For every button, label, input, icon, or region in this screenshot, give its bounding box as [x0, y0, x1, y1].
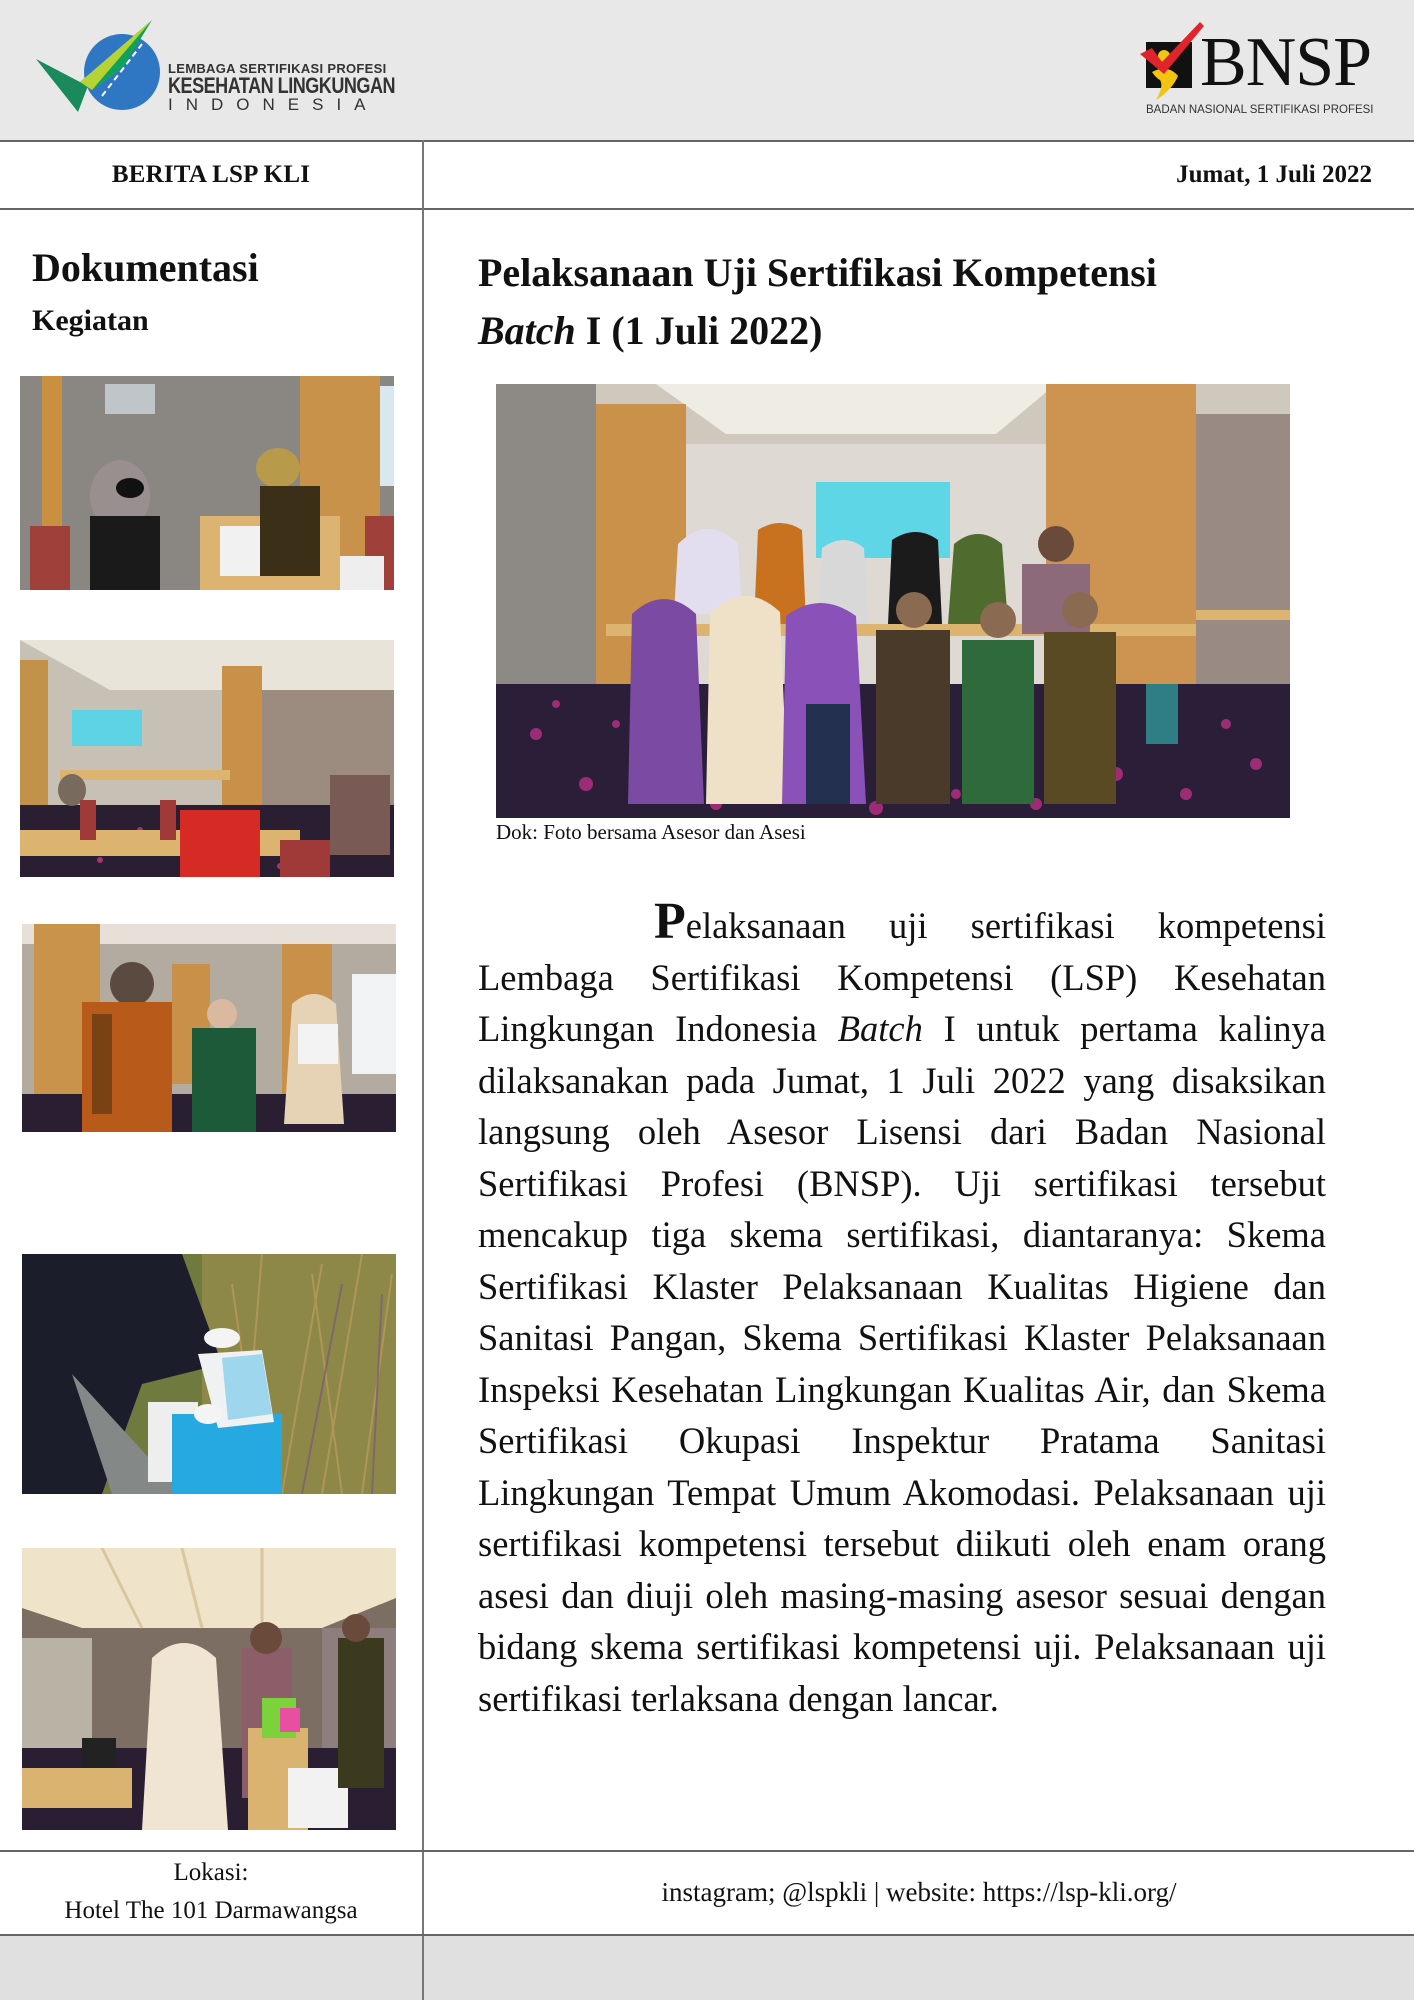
header-band	[0, 0, 1414, 142]
article-body-part-1: elaksanaan uji sertifikasi kompetensi Lembaga Sertifikasi Kompetensi (LSP) Kesehatan Lingkungan Indonesia	[478, 905, 1326, 1049]
bnsp-wordmark: BNSP	[1200, 24, 1372, 101]
contact-info: instagram; @lspkli | website: https://lsp-kli.org/	[661, 1876, 1177, 1907]
drop-cap: P	[654, 893, 686, 950]
logo-line-3: INDONESIA	[168, 95, 379, 114]
side-photo-1	[20, 376, 394, 590]
article-body-part-2: I untuk pertama kalinya dilaksanakan pada Jumat, 1 Juli 2022 yang disaksikan langsung oleh Asesor Lisensi dari Badan Nasional Sertifikasi Profesi (BNSP). Uji sertifikasi tersebut mencakup tiga skema sertifikasi, diantaranya: Skema Sertifikasi Klaster Pelaksanaan Kualitas Higiene dan Sanitasi Pangan, Skema Sertifikasi Klaster Pelaksanaan Inspeksi Kesehatan Lingkungan Kualitas Air, dan Skema Sertifikasi Okupasi Inspektur Pratama Sanitasi Lingkungan Tempat Umum Akomodasi. Pelaksanaan uji sertifikasi kompetensi tersebut diikuti oleh enam orang asesi dan diuji oleh masing-masing asesor sesuai dengan bidang skema sertifikasi kompetensi uji. Pelaksanaan uji sertifikasi terlaksana dengan lancar.	[478, 1008, 1326, 1719]
divider	[0, 208, 1414, 210]
article-title-rest: I (1 Juli 2022)	[575, 308, 823, 353]
article-title-line-2	[478, 302, 1358, 360]
side-photo-5	[22, 1548, 396, 1830]
side-photo-2	[20, 640, 394, 877]
sidebar-title: Dokumentasi	[32, 245, 259, 290]
bnsp-subtitle: BADAN NASIONAL SERTIFIKASI PROFESI	[1146, 104, 1374, 116]
logo-line-2: KESEHATAN LINGKUNGAN	[168, 73, 396, 98]
article-title-italic: Batch	[478, 308, 576, 353]
bnsp-logo	[1138, 20, 1388, 120]
location-label: Lokasi:	[173, 1859, 249, 1886]
article-body	[478, 893, 1326, 1724]
article-title-line-1: Pelaksanaan Uji Sertifikasi Kompetensi	[478, 250, 1157, 295]
column-divider	[422, 140, 424, 1936]
checkmark-globe-icon	[32, 14, 162, 118]
article-body-italic: Batch	[837, 1008, 923, 1049]
issue-date: Jumat, 1 Juli 2022	[1176, 161, 1372, 188]
lsp-kli-logo-text	[168, 62, 445, 114]
lsp-kli-logo	[32, 14, 396, 118]
article-title	[478, 244, 1358, 360]
location-block	[0, 1852, 422, 1934]
section-label: BERITA LSP KLI	[111, 161, 311, 188]
logo-line-1: LEMBAGA SERTIFIKASI PROFESI	[168, 61, 387, 76]
footer-column-divider	[422, 1936, 424, 2000]
sidebar-subtitle: Kegiatan	[32, 304, 149, 337]
side-photo-4	[22, 1254, 396, 1494]
bnsp-emblem-icon	[1138, 20, 1208, 104]
photo-caption: Dok: Foto bersama Asesor dan Asesi	[496, 820, 806, 844]
side-photo-3	[22, 924, 396, 1132]
main-group-photo	[496, 384, 1290, 818]
location-value: Hotel The 101 Darmawangsa	[64, 1897, 358, 1924]
footer-band	[0, 1936, 1414, 2000]
